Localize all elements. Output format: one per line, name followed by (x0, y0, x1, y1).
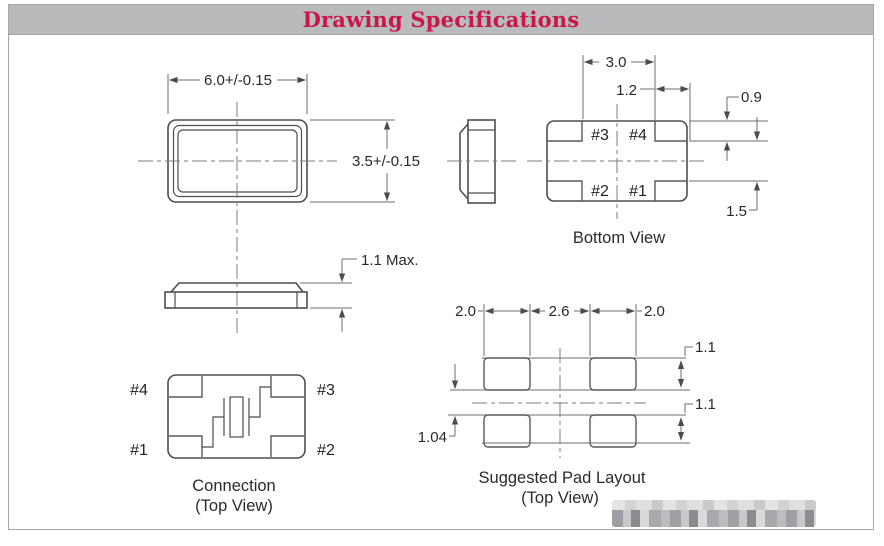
dim-pad-height-bottom: 1.1 (695, 396, 716, 413)
dim-pad-height-top: 1.1 (695, 339, 716, 356)
connection-subcaption: (Top View) (195, 497, 273, 515)
pin-label: #2 (317, 442, 335, 459)
connection-view-drawing (130, 375, 335, 515)
pad-bottom-left (169, 436, 202, 457)
page-title: Drawing Specifications (302, 7, 580, 32)
pin-label: #1 (629, 183, 647, 200)
pin-label: #3 (317, 382, 335, 399)
connection-caption: Connection (192, 477, 276, 495)
crystal-symbol (202, 387, 271, 447)
pad-notch-top-left (548, 121, 582, 141)
pad-notch-bottom-left (548, 181, 582, 201)
dim-body-height: 3.5+/-0.15 (352, 153, 420, 170)
bottom-view-drawing (527, 54, 768, 247)
top-view-drawing (138, 72, 420, 334)
dim-pad-inner-span: 3.0 (605, 54, 627, 71)
solder-pad-top-right (590, 358, 636, 390)
dim-pad-height-bottom: 1.5 (726, 203, 747, 220)
dim-pad-width-left: 2.0 (455, 303, 476, 320)
pin-label: #4 (130, 382, 148, 399)
dim-center-gap: 2.6 (548, 303, 570, 320)
pad-notch-top-right (655, 121, 686, 141)
pin-label: #2 (591, 183, 609, 200)
pad-layout-subcaption: (Top View) (521, 489, 599, 507)
bottom-view-caption: Bottom View (572, 229, 666, 247)
solder-pad-bottom-right (590, 415, 636, 447)
dim-pad-height-top: 0.9 (741, 89, 762, 106)
pad-bottom-right (271, 436, 304, 457)
pixelated-watermark (612, 500, 816, 527)
watermark-mosaic-row (612, 510, 816, 527)
dim-max-height: 1.1 Max. (361, 252, 419, 269)
dim-pad-width: 1.2 (616, 82, 637, 99)
pad-layout-caption: Suggested Pad Layout (478, 469, 646, 487)
pin-label: #3 (591, 127, 609, 144)
pad-notch-bottom-right (655, 181, 686, 201)
solder-pad-top-left (484, 358, 530, 390)
solder-pad-bottom-left (484, 415, 530, 447)
pad-top-left (169, 376, 202, 397)
side-view-drawing (165, 252, 419, 332)
dim-row-gap: 1.04 (417, 429, 447, 446)
pin-label: #1 (130, 442, 148, 459)
pin-label: #4 (629, 127, 647, 144)
end-view-drawing (447, 120, 520, 203)
watermark-mosaic-row (612, 500, 816, 510)
dim-body-width: 6.0+/-0.15 (204, 72, 272, 89)
dim-pad-width-right: 2.0 (644, 303, 665, 320)
pad-top-right (271, 376, 304, 397)
pad-layout-drawing (418, 303, 716, 507)
